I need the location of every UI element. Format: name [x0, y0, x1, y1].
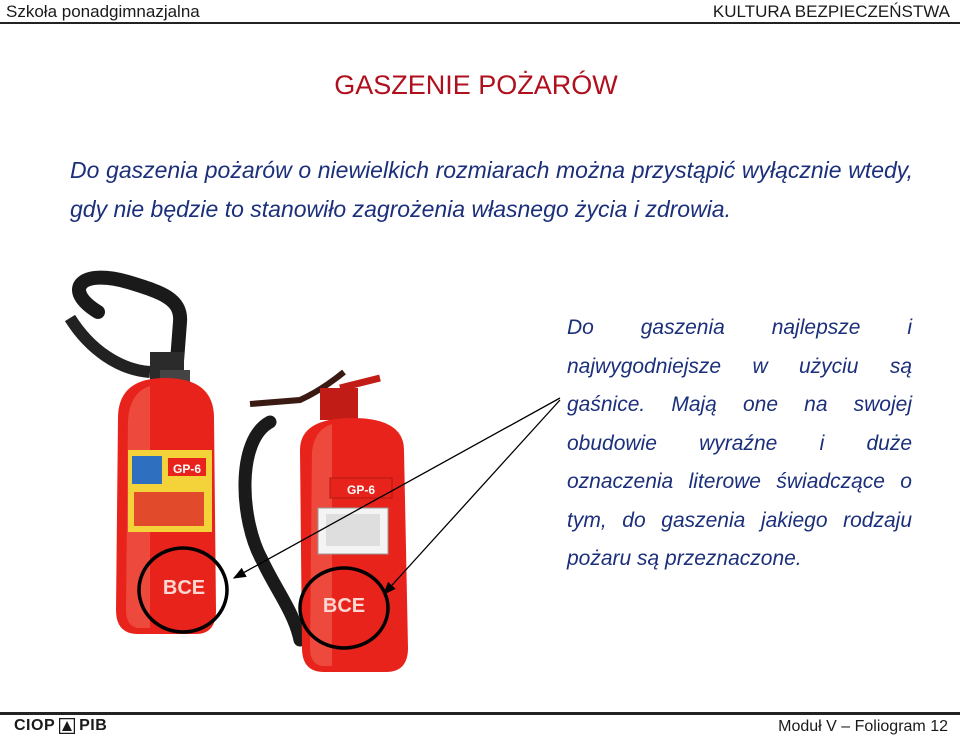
logo-pib-text: PIB — [79, 717, 108, 734]
footer-page-label: Moduł V – Foliogram 12 — [778, 718, 948, 735]
left-extinguisher-class-letters: BCE — [162, 577, 206, 599]
footer-logo — [14, 716, 107, 736]
right-extinguisher — [245, 372, 408, 672]
intro-paragraph: Do gaszenia pożarów o niewielkich rozmiarach można przystąpić wyłącznie wtedy, gdy nie będzie to stanowiło zagrożenia własnego życia i zdrowia. — [70, 157, 913, 222]
header-right-text: KULTURA BEZPIECZEŃSTWA — [712, 2, 950, 21]
right-extinguisher-model-label: GP-6 — [346, 483, 376, 497]
right-extinguisher-class-letters: BCE — [322, 595, 366, 617]
arrow-to-right-marking — [384, 400, 560, 594]
extinguisher-description: Do gaszenia najlepsze i najwygodniejsze w użyciu są gaśnice. Mają one na swojej obudowie wyraźne i duże oznaczenia literowe świadczące o tym, do gaszenia jakiego rodzaju pożaru są przeznaczone. — [567, 316, 912, 570]
left-extinguisher — [70, 278, 227, 634]
left-extinguisher-model-label: GP-6 — [172, 462, 202, 476]
header-left-text: Szkoła ponadgimnazjalna — [6, 2, 200, 21]
logo-ciop-text: CIOP — [14, 717, 56, 734]
slide-title: GASZENIE POŻARÓW — [334, 70, 618, 100]
logo-mark-icon — [59, 718, 75, 734]
footer-rule — [0, 712, 960, 715]
